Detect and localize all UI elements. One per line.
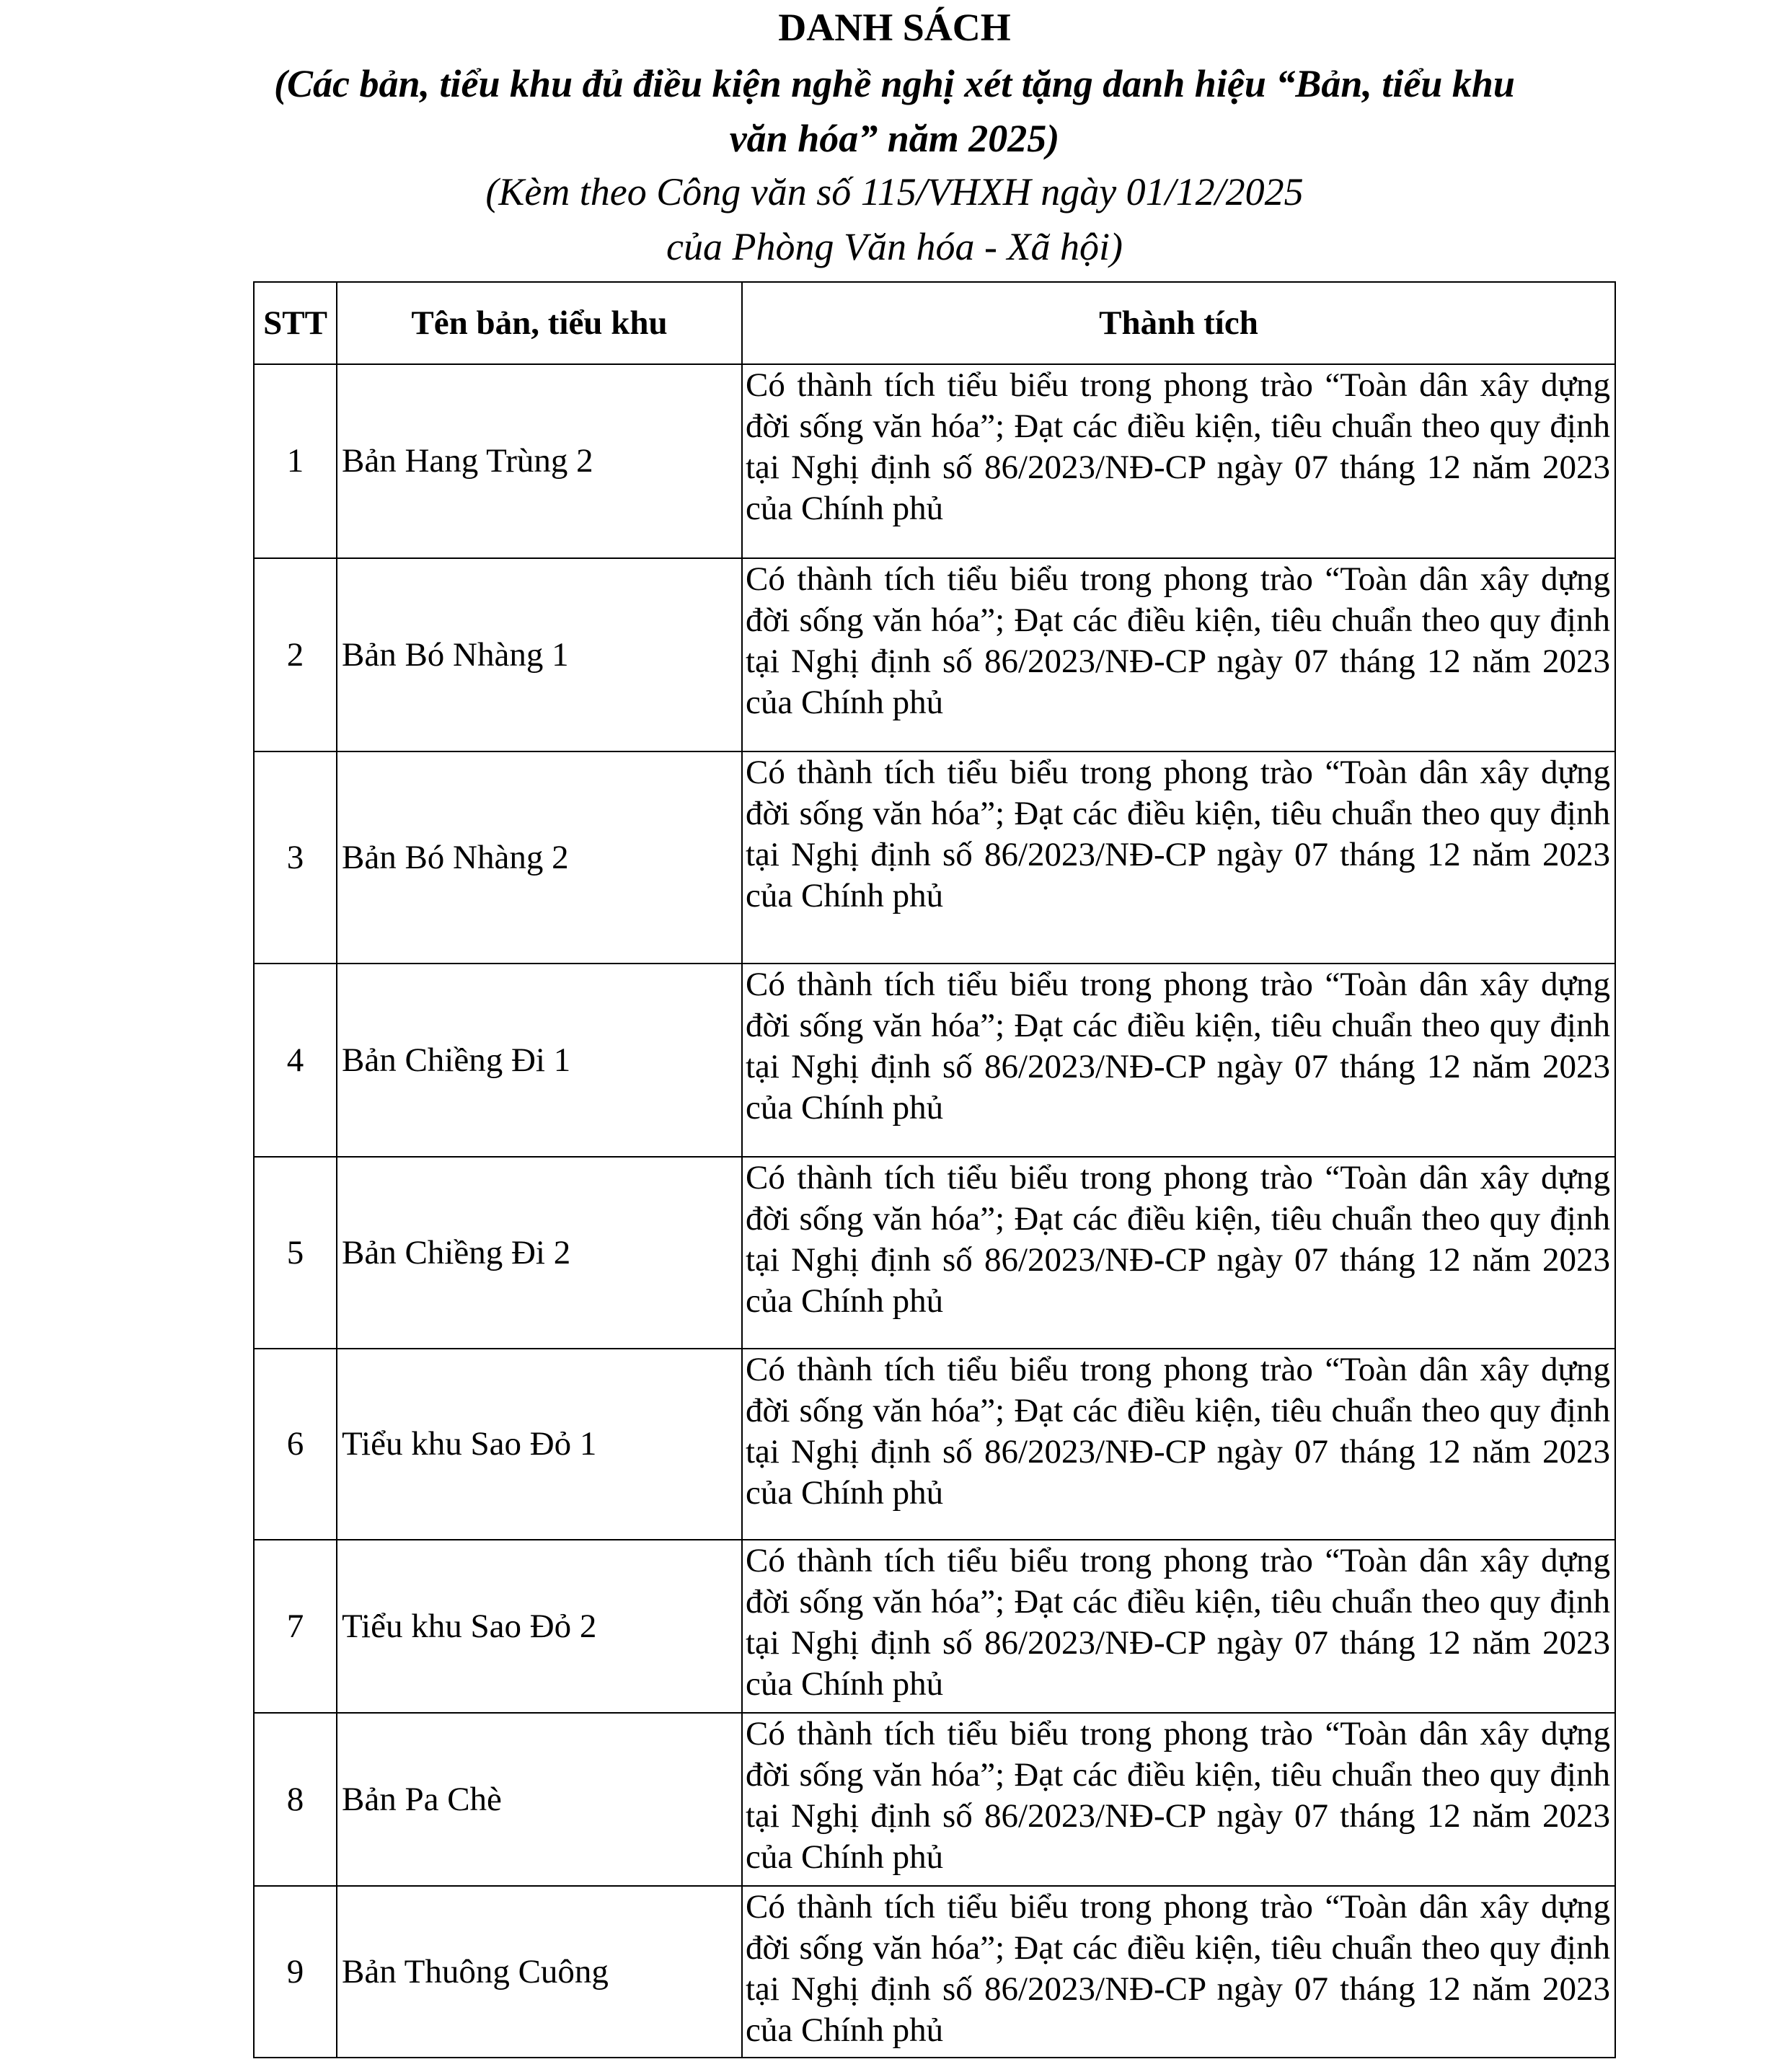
table-row xyxy=(254,364,1615,558)
table-row xyxy=(254,1540,1615,1713)
row-stt: 9 xyxy=(254,1886,337,2058)
row-name: Bản Pa Chè xyxy=(337,1713,742,1886)
table-row xyxy=(254,1349,1615,1540)
document-subtitle-line-2: văn hóa” năm 2025) xyxy=(729,117,1060,160)
reference-line-1: (Kèm theo Công văn số 115/VHXH ngày 01/12/2025 xyxy=(485,170,1304,213)
table-row xyxy=(254,964,1615,1157)
row-stt: 7 xyxy=(254,1540,337,1713)
row-stt: 8 xyxy=(254,1713,337,1886)
header-stt: STT xyxy=(254,282,337,364)
reference-line-2: của Phòng Văn hóa - Xã hội) xyxy=(666,225,1123,268)
row-name: Bản Hang Trùng 2 xyxy=(337,364,742,558)
row-stt: 6 xyxy=(254,1349,337,1540)
table-header-row xyxy=(254,282,1615,364)
row-name: Bản Bó Nhàng 1 xyxy=(337,558,742,751)
table-row xyxy=(254,1157,1615,1349)
row-achievement: Có thành tích tiểu biểu trong phong trào “Toàn dân xây dựng đời sống văn hóa”; Đạt các điều kiện, tiêu chuẩn theo quy định tại Nghị định số 86/2023/NĐ-CP ngày 07 tháng 12 năm 2023 của Chính phủ xyxy=(742,1157,1615,1349)
row-achievement: Có thành tích tiểu biểu trong phong trào “Toàn dân xây dựng đời sống văn hóa”; Đạt các điều kiện, tiêu chuẩn theo quy định tại Nghị định số 86/2023/NĐ-CP ngày 07 tháng 12 năm 2023 của Chính phủ xyxy=(742,751,1615,964)
row-name: Bản Chiềng Đi 1 xyxy=(337,964,742,1157)
document-subtitle-line-1: (Các bản, tiểu khu đủ điều kiện nghề nghị xét tặng danh hiệu “Bản, tiểu khu xyxy=(274,62,1515,105)
table-row xyxy=(254,751,1615,964)
row-name: Tiểu khu Sao Đỏ 1 xyxy=(337,1349,742,1540)
row-achievement: Có thành tích tiểu biểu trong phong trào “Toàn dân xây dựng đời sống văn hóa”; Đạt các điều kiện, tiêu chuẩn theo quy định tại Nghị định số 86/2023/NĐ-CP ngày 07 tháng 12 năm 2023 của Chính phủ xyxy=(742,1713,1615,1886)
row-name: Bản Chiềng Đi 2 xyxy=(337,1157,742,1349)
village-list-table xyxy=(253,281,1616,2058)
row-name: Bản Thuông Cuông xyxy=(337,1886,742,2058)
row-achievement: Có thành tích tiểu biểu trong phong trào “Toàn dân xây dựng đời sống văn hóa”; Đạt các điều kiện, tiêu chuẩn theo quy định tại Nghị định số 86/2023/NĐ-CP ngày 07 tháng 12 năm 2023 của Chính phủ xyxy=(742,1540,1615,1713)
row-achievement: Có thành tích tiểu biểu trong phong trào “Toàn dân xây dựng đời sống văn hóa”; Đạt các điều kiện, tiêu chuẩn theo quy định tại Nghị định số 86/2023/NĐ-CP ngày 07 tháng 12 năm 2023 của Chính phủ xyxy=(742,1886,1615,2058)
row-stt: 3 xyxy=(254,751,337,964)
row-stt: 2 xyxy=(254,558,337,751)
row-stt: 1 xyxy=(254,364,337,558)
row-achievement: Có thành tích tiểu biểu trong phong trào “Toàn dân xây dựng đời sống văn hóa”; Đạt các điều kiện, tiêu chuẩn theo quy định tại Nghị định số 86/2023/NĐ-CP ngày 07 tháng 12 năm 2023 của Chính phủ xyxy=(742,964,1615,1157)
header-achievement: Thành tích xyxy=(742,282,1615,364)
table-row xyxy=(254,1886,1615,2058)
row-achievement: Có thành tích tiểu biểu trong phong trào “Toàn dân xây dựng đời sống văn hóa”; Đạt các điều kiện, tiêu chuẩn theo quy định tại Nghị định số 86/2023/NĐ-CP ngày 07 tháng 12 năm 2023 của Chính phủ xyxy=(742,558,1615,751)
table-row xyxy=(254,1713,1615,1886)
header-name: Tên bản, tiểu khu xyxy=(337,282,742,364)
row-achievement: Có thành tích tiểu biểu trong phong trào “Toàn dân xây dựng đời sống văn hóa”; Đạt các điều kiện, tiêu chuẩn theo quy định tại Nghị định số 86/2023/NĐ-CP ngày 07 tháng 12 năm 2023 của Chính phủ xyxy=(742,1349,1615,1540)
table-row xyxy=(254,558,1615,751)
row-name: Tiểu khu Sao Đỏ 2 xyxy=(337,1540,742,1713)
row-achievement: Có thành tích tiểu biểu trong phong trào “Toàn dân xây dựng đời sống văn hóa”; Đạt các điều kiện, tiêu chuẩn theo quy định tại Nghị định số 86/2023/NĐ-CP ngày 07 tháng 12 năm 2023 của Chính phủ xyxy=(742,364,1615,558)
document-title: DANH SÁCH xyxy=(778,6,1011,49)
row-stt: 5 xyxy=(254,1157,337,1349)
row-name: Bản Bó Nhàng 2 xyxy=(337,751,742,964)
row-stt: 4 xyxy=(254,964,337,1157)
